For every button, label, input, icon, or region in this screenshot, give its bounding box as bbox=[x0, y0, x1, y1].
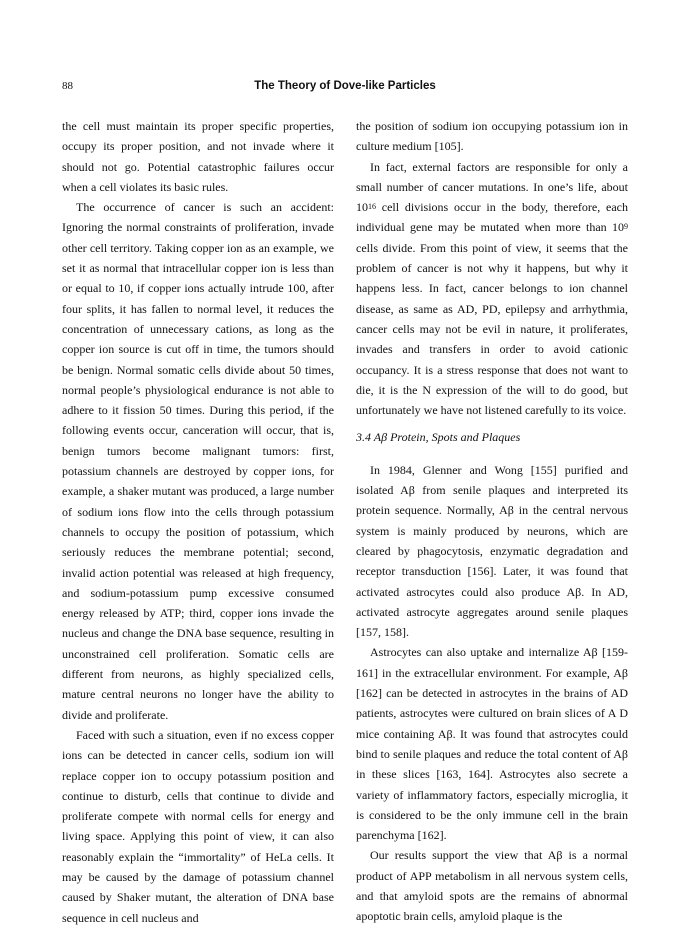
paragraph: Faced with such a situation, even if no excess copper ions can be detected in cancer cells, sodium ion will replace copper ion to occupy potassium position and continue to disturb, cells that continue to divide and proliferate compete with normal cells for energy and living space. Applying this point of view, it can also reasonably explain the “immortality” of HeLa cells. It may be caused by the damage of potassium channel caused by Shaker mutant, the alteration of DNA base sequence in cell nucleus and bbox=[62, 727, 334, 925]
paragraph: Our results support the view that Aβ is a normal product of APP metabolism in all nervous system cells, and that amyloid spots are the remains of abnormal apoptotic brain cells, amyloid plaque is the bbox=[356, 848, 628, 924]
text-run: cell divisions occur in the body, therefore, each individual gene may be mutated when more than 10 bbox=[356, 200, 628, 235]
paragraph: the position of sodium ion occupying potassium ion in culture medium [105]. bbox=[356, 119, 628, 154]
text-run: cells divide. From this point of view, it seems that the problem of cancer is not why it happens, but why it happens less. In fact, cancer belongs to ion channel disease, as same as AD, PD, epilepsy and arrhythmia, cancer cells may not be evil in nature, it proliferates, invades and transfers in order to avoid cationic occupancy. It is a stress response that does not want to die, it is the N expression of the will to do good, but unfortunately we have not listened carefully to its voice. bbox=[356, 240, 628, 418]
superscript: 16 bbox=[368, 202, 376, 212]
paragraph: Astrocytes can also uptake and internalize Aβ [159-161] in the extracellular environment. For example, Aβ [162] can be detected in astrocytes in the brains of AD patients, astrocytes were cultured on brain slices of A D mice containing Aβ. It was found that astrocytes could bind to senile plaques and reduce the total content of Aβ in these slices [163, 164]. Astrocytes also secrete a variety of inflammatory factors, especially microglia, it is considered to be the only immune cell in the brain parenchyma [162]. bbox=[356, 645, 628, 843]
running-title: The Theory of Dove-like Particles bbox=[254, 80, 436, 92]
paragraph: The occurrence of cancer is such an accident: Ignoring the normal constraints of proliferation, invade other cell territory. Taking copper ion as an example, we set it as normal that intracellular copper ion is less than or equal to 10, if copper ions actually intrude 100, after four splits, it has fallen to normal level, it reduces the concentration of unnecessary cations, as long as the copper ion source is cut off in time, the tumors should be benign. Normal somatic cells divide about 50 times, normal people’s physiological endurance is not able to adhere to it fission 50 times. During this period, if the following events occur, canceration will occur, that is, benign tumors become malignant tumors: first, potassium channels are destroyed by copper ions, for example, a shaker mutant was produced, a large number of sodium ions flow into the cells through potassium channels to occupy the position of potassium, which seriously reduces the membrane potential; second, invalid action potential was released at high frequency, and sodium-potassium pump excessive consumed energy released by ATP; third, copper ions invade the nucleus and change the DNA base sequence, resulting in unconstrained cell proliferation. Somatic cells are different from neurons, as highly specialized cells, mature central neurons no longer have the ability to divide and proliferate. bbox=[62, 200, 334, 722]
superscript: 9 bbox=[624, 222, 628, 232]
section-heading: 3.4 Aβ Protein, Spots and Plaques bbox=[356, 430, 521, 445]
page-number: 88 bbox=[62, 80, 73, 92]
left-column bbox=[62, 116, 334, 928]
text-run: In fact, external factors are responsible for only a small number of cancer mutations. In one’s life, about 10 bbox=[356, 159, 628, 215]
paragraph: In 1984, Glenner and Wong [155] purified and isolated Aβ from senile plaques and interpreted its protein sequence. Normally, Aβ in the central nervous system is mainly produced by neurons, which are cleared by phagocytosis, enzymatic degradation and receptor transduction [156]. Later, it was found that activated astrocytes could also produce Aβ. In AD, activated astrocyte aggregates around senile plaques [157, 158]. bbox=[356, 462, 628, 640]
page-header bbox=[62, 80, 628, 98]
paragraph bbox=[356, 157, 628, 421]
paragraph: the cell must maintain its proper specific properties, occupy its proper position, and not invade where it should not go. Potential catastrophic failures occur when a cell violates its basic rules. bbox=[62, 119, 334, 194]
right-column bbox=[356, 116, 628, 927]
